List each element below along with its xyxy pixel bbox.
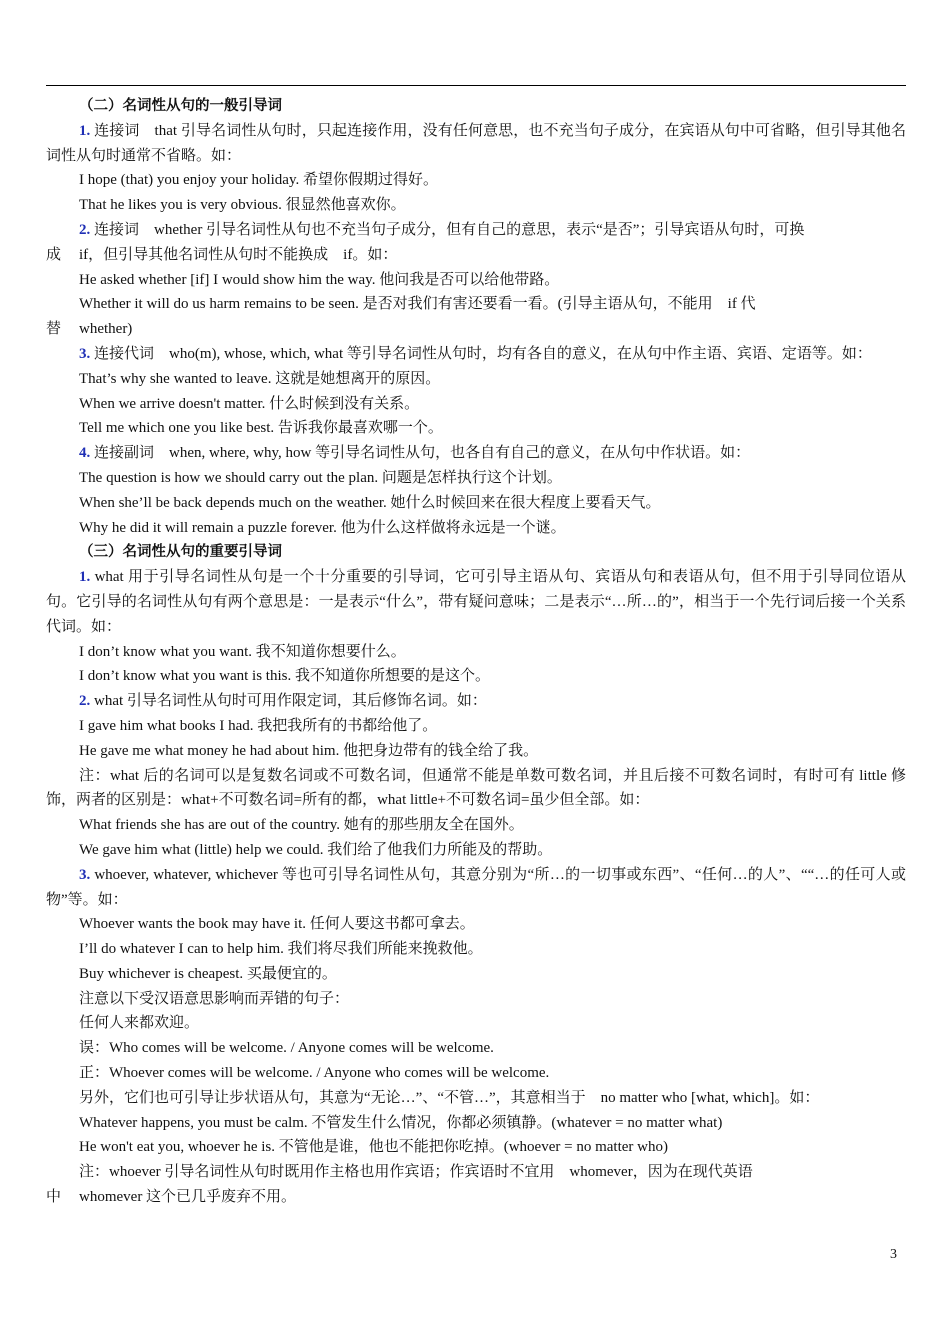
wrong-example: 误：Who comes will be welcome. / Anyone comes will be welcome. — [79, 1040, 494, 1057]
example-sentence: The question is how we should carry out the plan. 问题是怎样执行这个计划。 — [79, 469, 562, 486]
paragraph-continuation: 成 if，但引导其他名词性从句时不能换成 if。如： — [46, 246, 398, 263]
item-number: 4. — [79, 445, 91, 462]
paragraph: 4. 连接副词 when, where, why, how 等引导名词性从句，也各自有自己的意义，在从句中作状语。如： — [79, 445, 751, 462]
right-example: 正：Whoever comes will be welcome. / Anyone who comes will be welcome. — [79, 1065, 550, 1082]
example-sentence: We gave him what (little) help we could. 我们给了他我们力所能及的帮助。 — [79, 841, 553, 858]
example-sentence: He gave me what money he had about him. 他把身边带有的钱全给了我。 — [79, 742, 539, 759]
example-sentence: I’ll do whatever I can to help him. 我们将尽我们所能来挽救他。 — [79, 941, 483, 958]
document-body — [46, 94, 906, 1210]
note-line: 注意以下受汉语意思影响而弄错的句子： — [79, 990, 350, 1007]
example-sentence: Whether it will do us harm remains to be seen. 是否对我们有害还要看一看。(引导主语从句，不能用 if 代 — [79, 296, 756, 313]
item-number: 3. — [79, 345, 91, 362]
item-number: 3. — [79, 866, 91, 883]
example-sentence: That’s why she wanted to leave. 这就是她想离开的原因。 — [79, 370, 441, 387]
item-number: 1. — [79, 122, 91, 139]
note-paragraph: 注：what 后的名词可以是复数名词或不可数名词，但通常不能是单数可数名词，并且后接不可数名词时，有时可有 little 修饰，两者的区别是：what+不可数名词=所有的都，what little+不可数名词=虽少但全部。如： — [46, 767, 906, 809]
note-line: 任何人来都欢迎。 — [79, 1015, 200, 1032]
paragraph-continuation: 中 whomever 这个已几乎废弃不用。 — [46, 1189, 297, 1206]
example-sentence: When she’ll be back depends much on the weather. 她什么时候回来在很大程度上要看天气。 — [79, 494, 661, 511]
section-heading: （二）名词性从句的一般引导词 — [79, 98, 282, 114]
note-line: 注：whoever 引导名词性从句时既用作主格也用作宾语；作宾语时不宜用 whomever，因为在现代英语 — [79, 1164, 753, 1181]
paragraph: 1. what 用于引导名词性从句是一个十分重要的引导词，它可引导主语从句、宾语从句和表语从句，但不用于引导同位语从句。它引导的名词性从句有两个意思是：一是表示“什么”，带有疑问意味；二是表示“…所…的”，相当于一个先行词后接一个关系代词。如： — [46, 569, 906, 635]
paragraph-continuation: 替 whether) — [46, 321, 133, 338]
example-sentence: When we arrive doesn't matter. 什么时候到没有关系。 — [79, 395, 420, 412]
example-sentence: I hope (that) you enjoy your holiday. 希望你假期过得好。 — [79, 172, 438, 189]
example-sentence: I gave him what books I had. 我把我所有的书都给他了。 — [79, 717, 438, 734]
paragraph: 2. what 引导名词性从句时可用作限定词，其后修饰名词。如： — [79, 693, 487, 710]
example-sentence: He won't eat you, whoever he is. 不管他是谁，他也不能把你吃掉。(whoever = no matter who) — [79, 1139, 668, 1156]
paragraph: 3. whoever, whatever, whichever 等也可引导名词性从句，其意分别为“所…的一切事或东西”、“任何…的人”、““…的任可人或物”等。如： — [46, 866, 906, 908]
example-sentence: What friends she has are out of the country. 她有的那些朋友全在国外。 — [79, 817, 524, 834]
item-number: 2. — [79, 221, 91, 238]
item-number: 1. — [79, 569, 91, 586]
section-heading: （三）名词性从句的重要引导词 — [79, 544, 282, 561]
example-sentence: Whatever happens, you must be calm. 不管发生什么情况，你都必须镇静。(whatever = no matter what) — [79, 1114, 723, 1131]
example-sentence: I don’t know what you want. 我不知道你想要什么。 — [79, 643, 406, 660]
example-sentence: Tell me which one you like best. 告诉我你最喜欢哪一个。 — [79, 420, 443, 437]
example-sentence: Whoever wants the book may have it. 任何人要这书都可拿去。 — [79, 916, 475, 933]
example-sentence: He asked whether [if] I would show him the way. 他问我是否可以给他带路。 — [79, 271, 560, 288]
example-sentence: That he likes you is very obvious. 很显然他喜欢你。 — [79, 197, 406, 214]
item-number: 2. — [79, 693, 91, 710]
paragraph: 另外，它们也可引导让步状语从句，其意为“无论…”、“不管…”，其意相当于 no matter who [what, which]。如： — [79, 1089, 820, 1106]
header-rule — [46, 85, 906, 86]
paragraph: 1. 连接词 that 引导名词性从句时，只起连接作用，没有任何意思，也不充当句子成分，在宾语从句中可省略，但引导其他名词性从句时通常不省略。如： — [46, 122, 906, 164]
paragraph: 2. 连接词 whether 引导名词性从句也不充当句子成分，但有自己的意思，表示“是否”；引导宾语从句时，可换 — [79, 221, 805, 238]
example-sentence: I don’t know what you want is this. 我不知道你所想要的是这个。 — [79, 668, 490, 685]
example-sentence: Why he did it will remain a puzzle forever. 他为什么这样做将永远是一个谜。 — [79, 519, 566, 536]
page-number: 3 — [890, 1247, 897, 1262]
example-sentence: Buy whichever is cheapest. 买最便宜的。 — [79, 965, 337, 982]
paragraph: 3. 连接代词 who(m), whose, which, what 等引导名词性从句时，均有各自的意义，在从句中作主语、宾语、定语等。如： — [79, 345, 872, 362]
